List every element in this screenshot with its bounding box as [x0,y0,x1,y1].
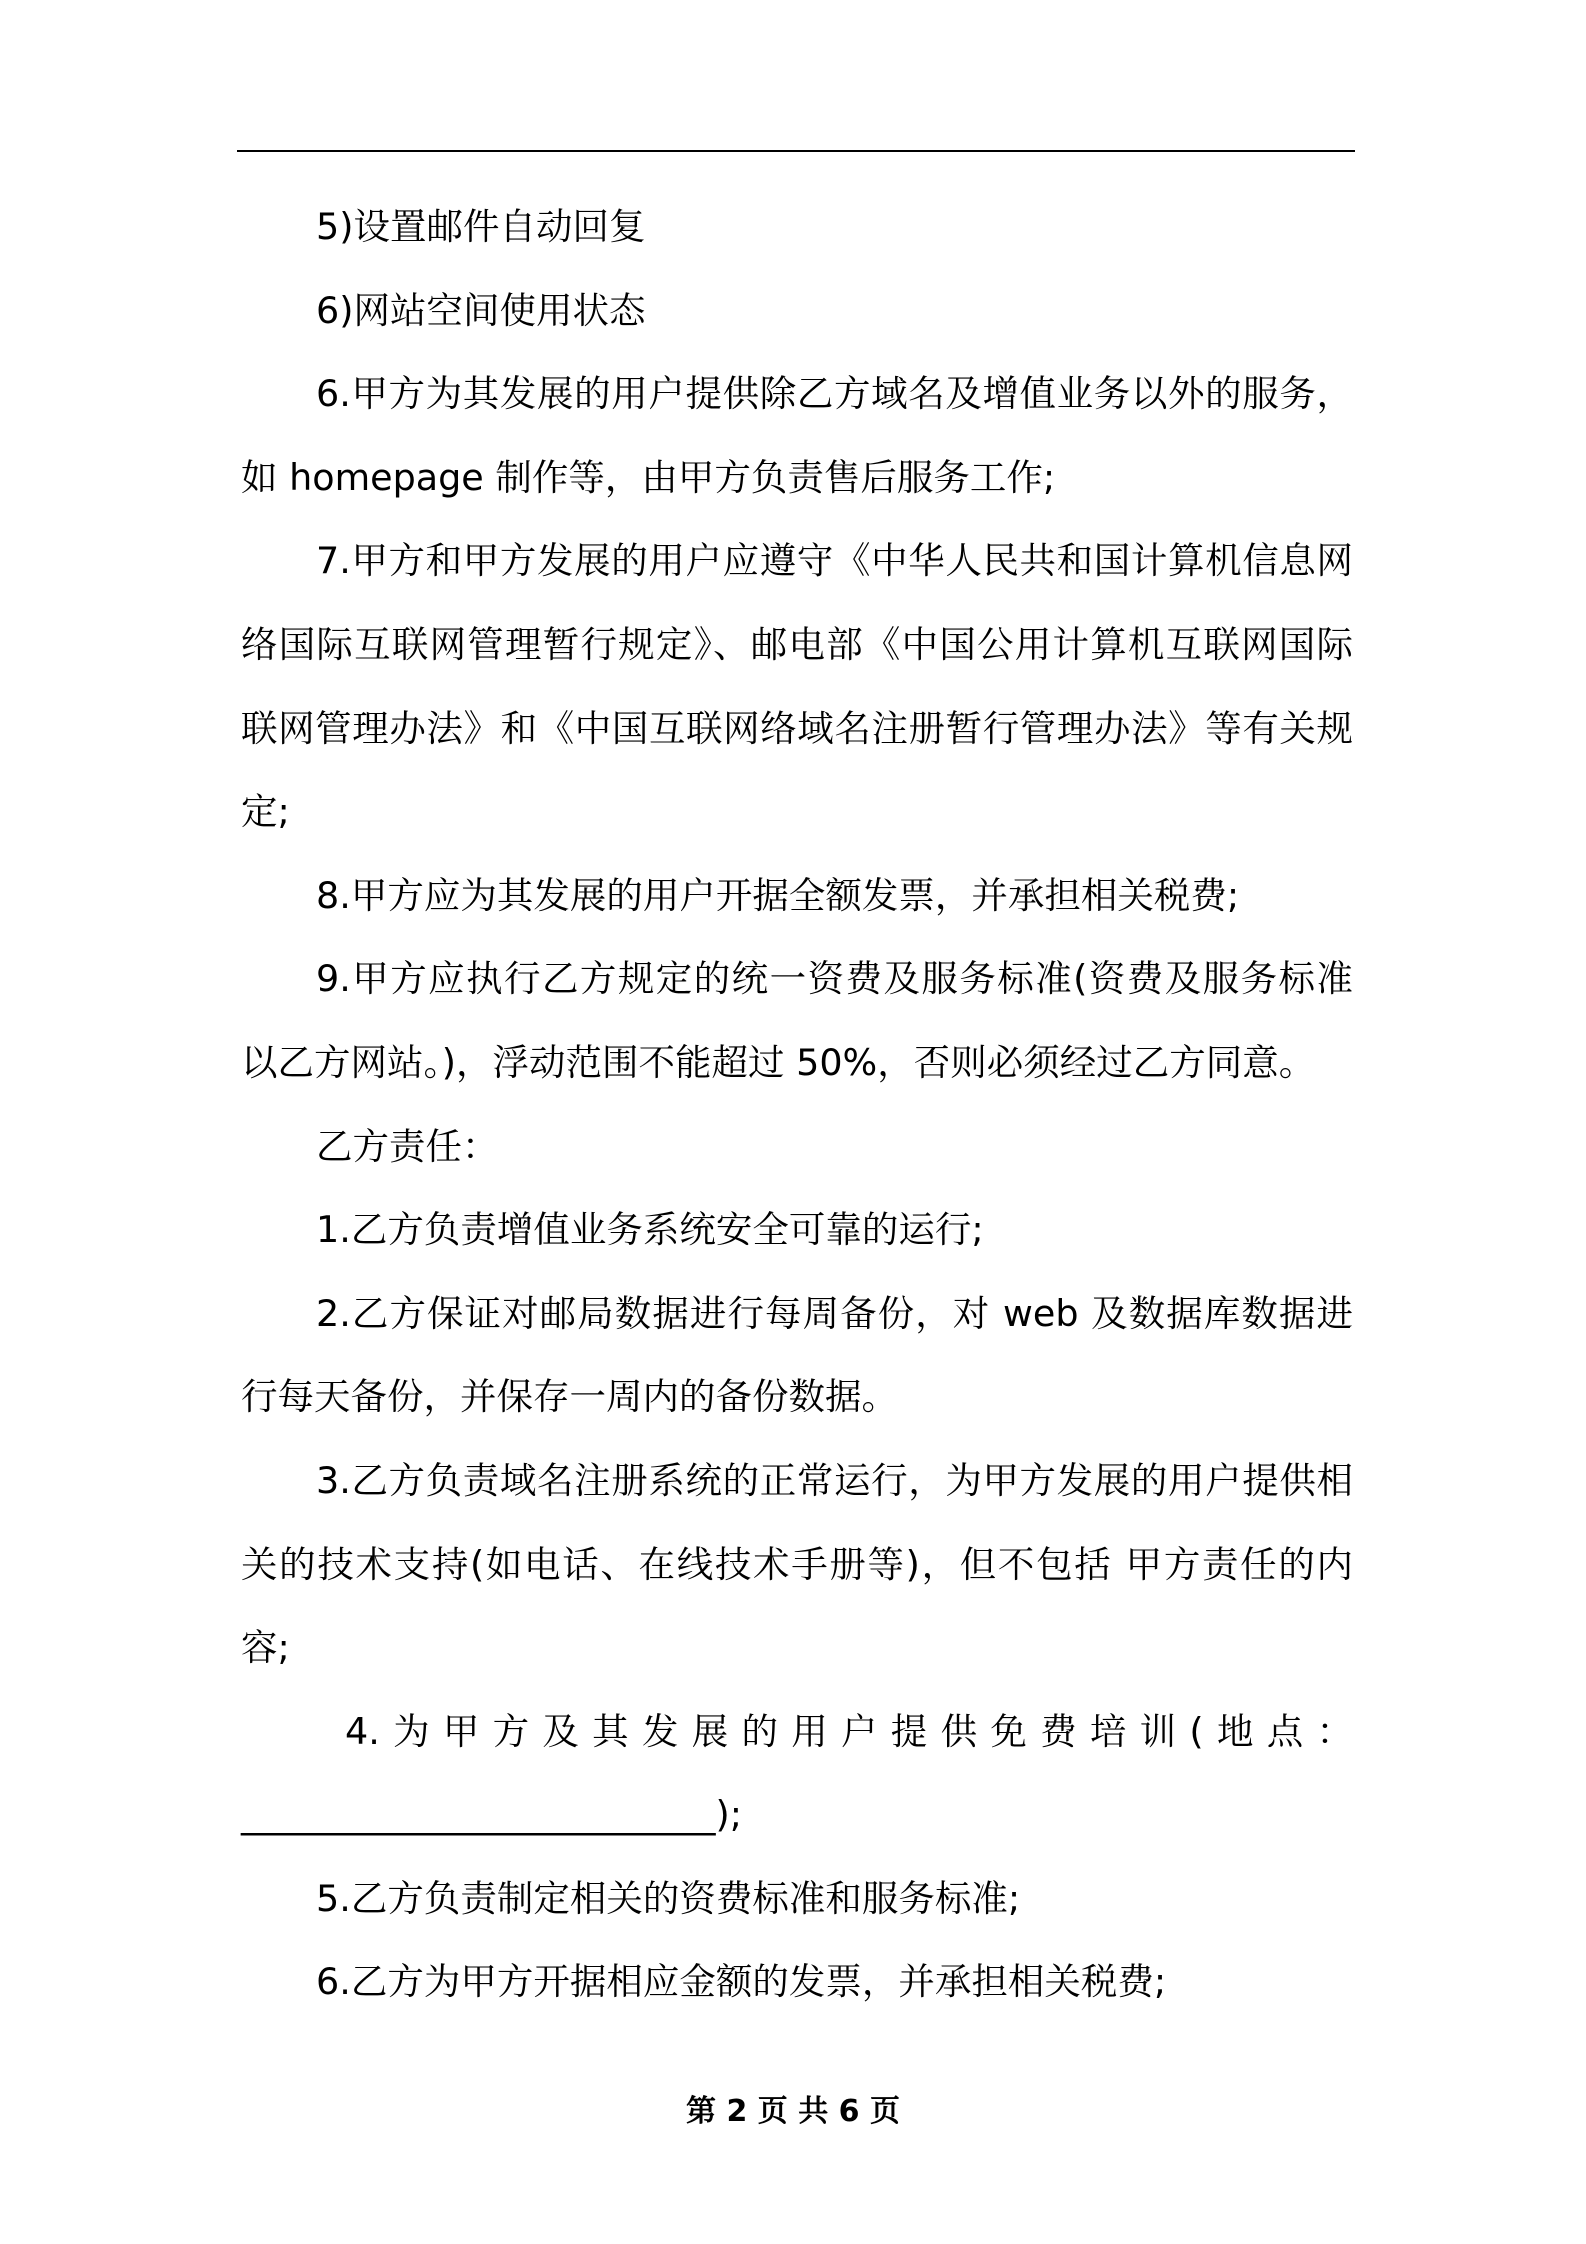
paragraph-line: 以乙方网站。)，浮动范围不能超过 50%，否则必须经过乙方同意。 [241,1040,1316,1084]
clause-party-b-2 [241,1272,1353,1439]
paragraph-line: 6.甲方为其发展的用户提供除乙方域名及增值业务以外的服务， [316,372,1353,416]
paragraph-line: 6.乙方为甲方开据相应金额的发票，并承担相关税费; [316,1960,1167,2004]
clause-party-b-1 [241,1188,1353,1272]
paragraph-line: 1.乙方负责增值业务系统安全可靠的运行; [316,1208,984,1252]
paragraph-line: 9.甲方应执行乙方规定的统一资费及服务标准(资费及服务标准 [316,957,1353,1001]
paragraph-line: 联网管理办法》和《中国互联网络域名注册暂行管理办法》等有关规 [241,706,1353,750]
section-heading: 乙方责任： [316,1124,499,1168]
paragraph-line: 络国际互联网管理暂行规定》、邮电部《中国公用计算机互联网国际 [241,622,1353,666]
item-set-mail-autoreply [241,185,1353,269]
clause-party-a-8 [241,854,1353,938]
paragraph-line: 定; [241,790,290,834]
paragraph-line: 8.甲方应为其发展的用户开据全额发票，并承担相关税费; [316,873,1240,917]
section-heading-party-b-duties [241,1105,1353,1189]
clause-party-b-5 [241,1857,1353,1941]
paragraph-line: 关的技术支持(如电话、在线技术手册等)，但不包括 甲方责任的内 [241,1542,1353,1586]
item-website-space-status [241,269,1353,353]
clause-party-a-6 [241,352,1353,519]
paragraph-line: 如 homepage 制作等，由甲方负责售后服务工作; [241,455,1056,499]
paragraph-line: 7.甲方和甲方发展的用户应遵守《中华人民共和国计算机信息网 [316,539,1353,583]
clause-party-b-3 [241,1439,1353,1690]
clause-party-a-7 [241,519,1353,853]
clause-party-b-4 [241,1690,1353,1857]
clause-party-a-9 [241,937,1353,1104]
paragraph-line: 容; [241,1626,290,1670]
document-body [241,185,1353,2024]
paragraph-line: 6)网站空间使用状态 [316,288,646,332]
paragraph-line: 2.乙方保证对邮局数据进行每周备份，对 web 及数据库数据进 [316,1291,1353,1335]
paragraph-line: 5)设置邮件自动回复 [316,205,646,248]
blank-fill-line: __________________________); [241,1793,743,1837]
paragraph-line: 4.为甲方及其发展的用户提供免费培训(地点： [345,1709,1353,1753]
clause-party-b-6 [241,1940,1353,2024]
header-rule [237,150,1355,152]
paragraph-line: 5.乙方负责制定相关的资费标准和服务标准; [316,1876,1021,1920]
paragraph-line: 行每天备份，并保存一周内的备份数据。 [241,1375,898,1419]
paragraph-line: 3.乙方负责域名注册系统的正常运行，为甲方发展的用户提供相 [316,1458,1353,1502]
page-number-footer: 第 2 页 共 6 页 [686,2094,900,2129]
